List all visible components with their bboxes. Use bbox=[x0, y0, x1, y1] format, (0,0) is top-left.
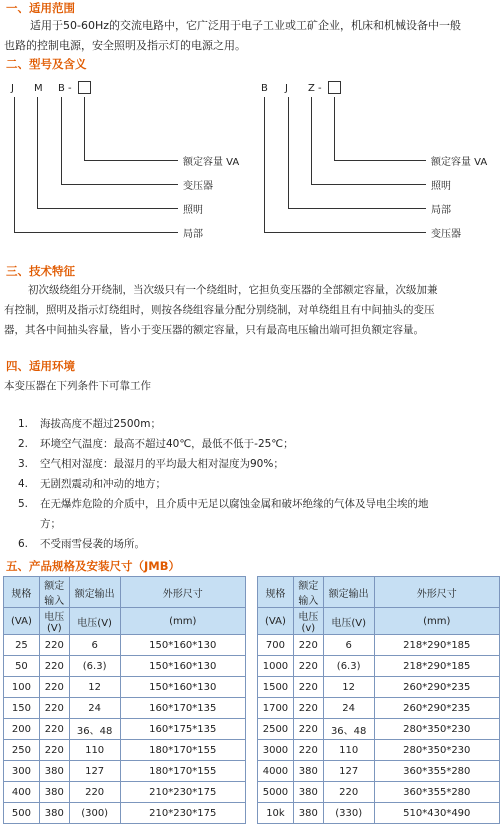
table-cell: 1700 bbox=[258, 698, 294, 719]
table-cell: 220 bbox=[293, 719, 323, 740]
list-item: 3. 空气相对湿度：最湿月的平均最大相对湿度为90%； bbox=[18, 458, 284, 470]
table-cell: 260*290*235 bbox=[374, 677, 499, 698]
table-cell: 220 bbox=[69, 782, 120, 803]
table-cell: 360*355*280 bbox=[374, 761, 499, 782]
section-3-title: 三、技术特征 bbox=[6, 264, 75, 278]
table-row bbox=[4, 740, 246, 761]
table-row bbox=[4, 677, 246, 698]
section-3-text-line2: 有控制，照明及指示灯绕组时，则按各绕组容量分配分别绕制，对单绕组且有中间抽头的变压 bbox=[4, 304, 435, 316]
section-4-intro: 本变压器在下列条件下可靠工作 bbox=[4, 380, 151, 392]
table-cell: 220 bbox=[39, 740, 69, 761]
table-cell: 380 bbox=[293, 803, 323, 824]
table-cell: 127 bbox=[323, 761, 374, 782]
table-cell: 380 bbox=[39, 761, 69, 782]
col-header-capacity: 规格 bbox=[4, 577, 40, 608]
model-label: 照明 bbox=[431, 181, 451, 192]
table-cell: 6 bbox=[69, 635, 120, 656]
table-cell: 160*175*135 bbox=[120, 719, 245, 740]
table-row bbox=[258, 677, 500, 698]
model-label: 额定容量 VA bbox=[183, 157, 240, 168]
section-4-title: 四、适用环境 bbox=[6, 359, 75, 373]
model-letter: M bbox=[34, 83, 43, 94]
table-cell: (330) bbox=[323, 803, 374, 824]
table-cell: 36、48 bbox=[69, 719, 120, 740]
table-row bbox=[258, 782, 500, 803]
table-cell: 180*170*155 bbox=[120, 761, 245, 782]
model-label: 照明 bbox=[183, 205, 203, 216]
table-cell: 220 bbox=[323, 782, 374, 803]
table-cell: 150*160*130 bbox=[120, 635, 245, 656]
table-cell: 12 bbox=[323, 677, 374, 698]
model-letter: J bbox=[285, 83, 288, 94]
section-2-title: 二、型号及含义 bbox=[6, 57, 87, 71]
table-cell: 10k bbox=[258, 803, 294, 824]
table-cell: 6 bbox=[323, 635, 374, 656]
table-row bbox=[258, 803, 500, 824]
table-cell: 250 bbox=[4, 740, 40, 761]
table-row bbox=[258, 698, 500, 719]
table-row bbox=[4, 656, 246, 677]
table-cell: (6.3) bbox=[323, 656, 374, 677]
col-header-size: 外形尺寸 bbox=[120, 577, 245, 608]
table-cell: 220 bbox=[39, 698, 69, 719]
table-cell: 36、48 bbox=[323, 719, 374, 740]
table-cell: 220 bbox=[293, 635, 323, 656]
table-row bbox=[258, 635, 500, 656]
model-letter: - bbox=[68, 83, 72, 94]
table-cell: 210*230*175 bbox=[120, 803, 245, 824]
table-cell: 150*160*130 bbox=[120, 656, 245, 677]
table-cell: 220 bbox=[39, 635, 69, 656]
table-cell: 218*290*185 bbox=[374, 635, 499, 656]
table-cell: 150*160*130 bbox=[120, 677, 245, 698]
table-row bbox=[258, 656, 500, 677]
table-header-row: (VA) 电压(V) 电压(V) (mm) bbox=[4, 608, 246, 635]
table-cell: 220 bbox=[293, 740, 323, 761]
model-letter: - bbox=[318, 83, 322, 94]
table-cell: 25 bbox=[4, 635, 40, 656]
col-header-input: 额定输入 bbox=[39, 577, 69, 608]
table-cell: 280*350*230 bbox=[374, 740, 499, 761]
table-cell: 400 bbox=[4, 782, 40, 803]
capacity-box bbox=[78, 81, 91, 94]
table-cell: 210*230*175 bbox=[120, 782, 245, 803]
table-row bbox=[4, 635, 246, 656]
model-letter: Z bbox=[308, 83, 315, 94]
table-cell: 260*290*235 bbox=[374, 698, 499, 719]
section-1-text-line2: 也路的控制电源，安全照明及指示灯的电源之用。 bbox=[4, 39, 246, 52]
table-cell: 127 bbox=[69, 761, 120, 782]
model-label: 额定容量 VA bbox=[431, 157, 488, 168]
table-cell: 50 bbox=[4, 656, 40, 677]
model-label: 变压器 bbox=[183, 181, 213, 192]
table-cell: 150 bbox=[4, 698, 40, 719]
table-header-row bbox=[258, 577, 500, 608]
table-row bbox=[258, 740, 500, 761]
table-cell: 280*350*230 bbox=[374, 719, 499, 740]
col-header-capacity: 规格 bbox=[258, 577, 294, 608]
table-row bbox=[4, 719, 246, 740]
table-cell: 2500 bbox=[258, 719, 294, 740]
model-label: 变压器 bbox=[431, 229, 461, 240]
table-cell: 380 bbox=[293, 761, 323, 782]
table-cell: 220 bbox=[293, 698, 323, 719]
table-cell: 12 bbox=[69, 677, 120, 698]
table-cell: 220 bbox=[39, 677, 69, 698]
table-cell: 1500 bbox=[258, 677, 294, 698]
table-cell: 24 bbox=[323, 698, 374, 719]
table-cell: 220 bbox=[293, 677, 323, 698]
table-cell: 110 bbox=[69, 740, 120, 761]
table-cell: 220 bbox=[39, 719, 69, 740]
table-cell: 24 bbox=[69, 698, 120, 719]
section-5-title: 五、产品规格及安装尺寸（JMB） bbox=[6, 559, 180, 573]
spec-table-right bbox=[257, 576, 500, 824]
section-3-text-line3: 器，其各中间抽头容量，皆小于变压器的额定容量，只有最高电压输出端可担负额定容量。 bbox=[4, 324, 424, 336]
list-item: 6. 不受雨雪侵袭的场所。 bbox=[18, 538, 145, 550]
table-cell: 220 bbox=[293, 656, 323, 677]
list-item: 5. 在无爆炸危险的介质中，且介质中无足以腐蚀金属和破坏绝缘的气体及导电尘埃的地 bbox=[18, 498, 429, 510]
model-letter: B bbox=[58, 83, 65, 94]
table-cell: 220 bbox=[39, 656, 69, 677]
col-header-size: 外形尺寸 bbox=[374, 577, 499, 608]
section-1-text-line1: 适用于50-60Hz的交流电路中，它广泛用于电子工业或工矿企业，机床和机械设备中一般 bbox=[30, 19, 462, 32]
col-header-input: 额定输入 bbox=[293, 577, 323, 608]
table-cell: 380 bbox=[39, 782, 69, 803]
table-cell: 200 bbox=[4, 719, 40, 740]
table-cell: 700 bbox=[258, 635, 294, 656]
capacity-box bbox=[328, 81, 341, 94]
col-header-output: 额定输出 bbox=[69, 577, 120, 608]
model-letter: J bbox=[11, 83, 14, 94]
table-cell: 3000 bbox=[258, 740, 294, 761]
table-cell: 500 bbox=[4, 803, 40, 824]
table-cell: 100 bbox=[4, 677, 40, 698]
table-row bbox=[4, 761, 246, 782]
table-cell: 300 bbox=[4, 761, 40, 782]
section-3-text-line1: 初次级绕组分开绕制，当次级只有一个绕组时，它担负变压器的全部额定容量，次级加兼 bbox=[28, 284, 438, 296]
spec-table-left bbox=[3, 576, 246, 824]
table-cell: 160*170*135 bbox=[120, 698, 245, 719]
table-cell: 510*430*490 bbox=[374, 803, 499, 824]
table-header-row: (VA) 电压(v) 电压(V) (mm) bbox=[258, 608, 500, 635]
table-cell: 360*355*280 bbox=[374, 782, 499, 803]
table-cell: 1000 bbox=[258, 656, 294, 677]
table-cell: (6.3) bbox=[69, 656, 120, 677]
table-row bbox=[4, 803, 246, 824]
model-label: 局部 bbox=[431, 205, 451, 216]
table-cell: 110 bbox=[323, 740, 374, 761]
model-label: 局部 bbox=[183, 229, 203, 240]
table-cell: 380 bbox=[39, 803, 69, 824]
section-1-title: 一、适用范围 bbox=[6, 1, 75, 15]
list-item: 4. 无剧烈震动和冲动的地方； bbox=[18, 478, 166, 490]
table-row bbox=[4, 698, 246, 719]
list-item: 1. 海拔高度不超过2500m； bbox=[18, 418, 161, 430]
table-row bbox=[258, 761, 500, 782]
table-cell: 5000 bbox=[258, 782, 294, 803]
table-cell: 180*170*155 bbox=[120, 740, 245, 761]
list-item: 2. 环境空气温度：最高不超过40℃，最低不低于-25℃； bbox=[18, 438, 294, 450]
table-row bbox=[4, 782, 246, 803]
table-cell: (300) bbox=[69, 803, 120, 824]
list-item: 方； bbox=[40, 518, 61, 530]
table-cell: 4000 bbox=[258, 761, 294, 782]
col-header-output: 额定输出 bbox=[323, 577, 374, 608]
table-header-row bbox=[4, 577, 246, 608]
environment-list bbox=[0, 414, 501, 554]
table-row bbox=[258, 719, 500, 740]
table-cell: 218*290*185 bbox=[374, 656, 499, 677]
table-cell: 380 bbox=[293, 782, 323, 803]
model-letter: B bbox=[261, 83, 268, 94]
